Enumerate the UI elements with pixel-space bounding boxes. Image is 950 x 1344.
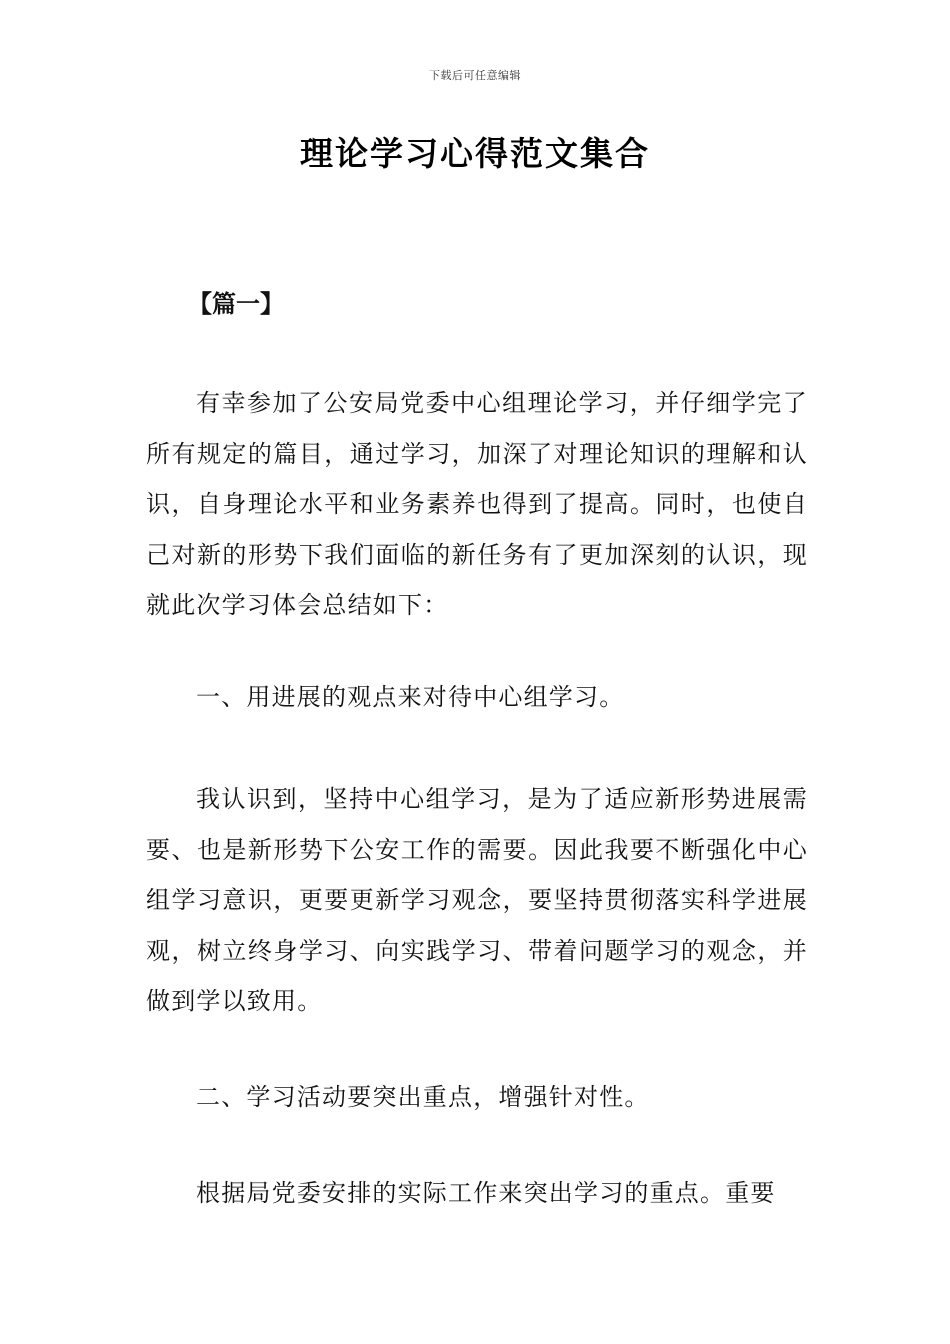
body-paragraph-2: 我认识到，坚持中心组学习，是为了适应新形势进展需要、也是新形势下公安工作的需要。因此我要不断强化中心组学习意识，更要更新学习观念，要坚持贯彻落实科学进展观，树立终身学习、向实践学习、带着问题学习的观念，并做到学以致用。 — [146, 785, 808, 1015]
section-heading-1: 一、用进展的观点来对待中心组学习。 — [196, 683, 625, 711]
body-paragraph-3: 根据局党委安排的实际工作来突出学习的重点。重要 — [196, 1179, 776, 1207]
header-note: 下载后可任意编辑 — [429, 69, 521, 82]
document-title: 理论学习心得范文集合 — [300, 134, 650, 173]
section-label: 【篇一】 — [188, 289, 284, 318]
section-heading-2: 二、学习活动要突出重点，增强针对性。 — [196, 1083, 650, 1111]
body-paragraph-1: 有幸参加了公安局党委中心组理论学习，并仔细学完了所有规定的篇目，通过学习，加深了对理论知识的理解和认识，自身理论水平和业务素养也得到了提高。同时，也使自己对新的形势下我们面临的新任务有了更加深刻的认识，现就此次学习体会总结如下： — [146, 389, 808, 619]
